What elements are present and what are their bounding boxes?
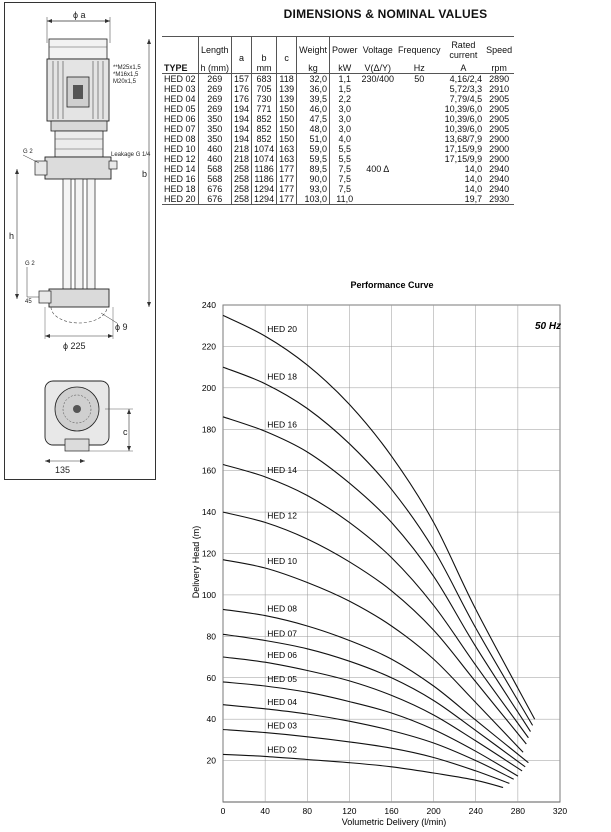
unit-kw: kW xyxy=(329,63,359,74)
stage-tube-center xyxy=(75,179,83,289)
cell-speed: 2900 xyxy=(489,154,510,164)
cell-speed: 2905 xyxy=(489,94,510,104)
cell-current: 14,0 xyxy=(464,184,483,194)
cell-c: 177 xyxy=(277,174,297,184)
cell-c: 139 xyxy=(277,94,297,104)
col-c: c xyxy=(277,37,297,64)
foot-circle xyxy=(51,307,107,323)
cell-weight: 47,5 xyxy=(297,114,330,124)
col-rated-line1: Rated xyxy=(451,40,476,50)
cell-power: 2,2 xyxy=(329,94,359,104)
y-tick-label: 40 xyxy=(206,714,216,725)
cell-h: 676 xyxy=(198,194,232,205)
cell-a: 176 xyxy=(232,94,252,104)
x-axis-label: Volumetric Delivery (l/min) xyxy=(341,817,447,827)
cell-h: 269 xyxy=(198,94,232,104)
cell-type: HED 16 xyxy=(164,174,196,184)
cell-weight: 46,0 xyxy=(297,104,330,114)
cell-c: 150 xyxy=(277,114,297,124)
b-label: b xyxy=(142,169,148,179)
cell-h: 676 xyxy=(198,184,232,194)
cell-h: 350 xyxy=(198,134,232,144)
d135-label: 135 xyxy=(55,465,71,475)
cell-weight: 32,0 xyxy=(297,74,330,85)
y-tick-label: 200 xyxy=(201,382,216,393)
unit-kg: kg xyxy=(297,63,330,74)
curve-label: HED 14 xyxy=(267,464,297,475)
cell-power: 7,5 xyxy=(329,174,359,184)
cell-speed: 2905 xyxy=(489,114,510,124)
cell-type: HED 18 xyxy=(164,184,196,194)
x-tick-label: 200 xyxy=(426,806,441,816)
cell-frequency xyxy=(396,84,443,94)
y-tick-label: 120 xyxy=(201,548,216,559)
leakage-port xyxy=(109,161,117,169)
cell-b: 852 xyxy=(252,124,277,134)
cell-speed: 2930 xyxy=(489,194,510,204)
cell-frequency xyxy=(396,194,443,205)
cell-a: 176 xyxy=(232,84,252,94)
x-tick-label: 280 xyxy=(510,806,525,816)
cell-type: HED 07 xyxy=(164,124,196,134)
cell-power: 7,5 xyxy=(329,184,359,194)
cell-c: 118 xyxy=(277,74,297,85)
curve-label: HED 18 xyxy=(267,371,297,382)
cell-a: 194 xyxy=(232,104,252,114)
col-length: Length xyxy=(198,37,232,64)
cell-power: 3,0 xyxy=(329,124,359,134)
cell-current: 17,15/9,9 xyxy=(444,154,483,164)
cell-frequency xyxy=(396,144,443,154)
cell-c: 139 xyxy=(277,84,297,94)
cell-c: 177 xyxy=(277,194,297,205)
col-a: a xyxy=(232,37,252,64)
unit-mm: mm xyxy=(252,63,277,74)
cell-speed: 2940 xyxy=(489,184,510,194)
cell-speed: 2905 xyxy=(489,104,510,114)
chart-title: Performance Curve xyxy=(350,280,434,290)
y-axis-label: Delivery Head (m) xyxy=(191,525,201,599)
cell-voltage xyxy=(359,114,396,124)
cell-frequency xyxy=(396,154,443,164)
pump-base xyxy=(49,289,109,307)
table-row xyxy=(162,104,514,114)
table-row xyxy=(162,124,514,134)
y-tick-label: 100 xyxy=(201,589,216,600)
col-weight: Weight xyxy=(297,37,330,64)
chart-ticks xyxy=(202,300,568,816)
cell-current: 4,16/2,4 xyxy=(449,74,483,84)
cell-speed: 2940 xyxy=(489,164,510,174)
cable-gland-2: *M16x1,5 xyxy=(113,72,139,78)
x-tick-label: 240 xyxy=(468,806,483,816)
cell-frequency xyxy=(396,104,443,114)
cell-power: 1,5 xyxy=(329,84,359,94)
col-voltage: Voltage xyxy=(359,37,396,64)
cell-h: 269 xyxy=(198,104,232,114)
cell-a: 258 xyxy=(232,174,252,184)
curve-label: HED 02 xyxy=(267,744,297,755)
cell-current: 14,0 xyxy=(464,164,483,174)
phi225-label: ϕ 225 xyxy=(63,341,86,351)
cell-b: 1074 xyxy=(252,154,277,164)
cell-current: 10,39/6,0 xyxy=(444,114,483,124)
curve-label: HED 07 xyxy=(267,628,297,639)
cell-current: 10,39/6,0 xyxy=(444,104,483,114)
cell-h: 568 xyxy=(198,174,232,184)
cell-frequency xyxy=(396,114,443,124)
col-type: TYPE xyxy=(162,63,198,74)
unit-amp: A xyxy=(443,63,485,74)
spec-table xyxy=(162,36,514,205)
cell-c: 177 xyxy=(277,184,297,194)
cell-frequency xyxy=(396,184,443,194)
col-speed: Speed xyxy=(484,37,514,64)
lantern xyxy=(55,131,103,157)
g2-bottom-label: G 2 xyxy=(25,261,35,267)
pump-head xyxy=(45,157,111,179)
cell-a: 194 xyxy=(232,124,252,134)
cell-a: 258 xyxy=(232,194,252,205)
cell-c: 163 xyxy=(277,144,297,154)
cell-voltage xyxy=(359,94,396,104)
table-row xyxy=(162,74,514,85)
cell-a: 194 xyxy=(232,114,252,124)
cell-type: HED 04 xyxy=(164,94,196,104)
y-tick-label: 220 xyxy=(201,341,216,352)
cell-power: 5,5 xyxy=(329,154,359,164)
cell-a: 218 xyxy=(232,154,252,164)
x-tick-label: 120 xyxy=(342,806,357,816)
cell-frequency xyxy=(396,164,443,174)
unit-volt: V(Δ/Y) xyxy=(359,63,396,74)
cell-speed: 2940 xyxy=(489,174,510,184)
x-tick-label: 40 xyxy=(260,806,270,816)
cell-c: 150 xyxy=(277,134,297,144)
cell-current: 10,39/6,0 xyxy=(444,124,483,134)
y-tick-label: 140 xyxy=(201,507,216,518)
curve-label: HED 06 xyxy=(267,650,297,661)
cell-voltage xyxy=(359,174,396,184)
unit-rpm: rpm xyxy=(484,63,514,74)
table-row xyxy=(162,194,514,205)
curve-label: HED 03 xyxy=(267,720,297,731)
cell-voltage xyxy=(359,154,396,164)
table-row xyxy=(162,144,514,154)
cell-voltage xyxy=(359,194,396,205)
cell-frequency xyxy=(396,94,443,104)
table-row xyxy=(162,164,514,174)
cell-type: HED 03 xyxy=(164,84,196,94)
cell-voltage: 230/400 xyxy=(361,74,395,84)
y-tick-label: 180 xyxy=(201,424,216,435)
cell-voltage: 400 Δ xyxy=(366,164,390,174)
cell-voltage xyxy=(359,134,396,144)
cell-frequency xyxy=(396,134,443,144)
top-view-port xyxy=(65,439,89,451)
discharge-port xyxy=(35,161,47,175)
cell-b: 705 xyxy=(252,84,277,94)
phi9-label: ϕ 9 xyxy=(115,322,128,332)
y-tick-label: 20 xyxy=(206,755,216,766)
cell-c: 163 xyxy=(277,154,297,164)
cell-c: 177 xyxy=(277,164,297,174)
cell-power: 7,5 xyxy=(329,164,359,174)
cell-h: 350 xyxy=(198,124,232,134)
cell-type: HED 14 xyxy=(164,164,196,174)
table-row xyxy=(162,154,514,164)
cell-speed: 2910 xyxy=(489,84,510,94)
cell-speed: 2905 xyxy=(489,124,510,134)
cell-weight: 89,5 xyxy=(297,164,330,174)
cell-power: 1,1 xyxy=(329,74,359,85)
cell-b: 771 xyxy=(252,104,277,114)
suction-port xyxy=(39,291,51,303)
cell-h: 269 xyxy=(198,84,232,94)
h-label: h xyxy=(9,231,15,241)
table-row xyxy=(162,184,514,194)
cell-b: 683 xyxy=(252,74,277,85)
spec-table-body xyxy=(162,74,514,205)
cell-current: 13,68/7,9 xyxy=(444,134,483,144)
cell-type: HED 12 xyxy=(164,154,196,164)
col-power: Power xyxy=(329,37,359,64)
cell-b: 1186 xyxy=(252,174,277,184)
cell-weight: 93,0 xyxy=(297,184,330,194)
cell-power: 3,0 xyxy=(329,114,359,124)
cell-current: 5,72/3,3 xyxy=(449,84,483,94)
cell-type: HED 10 xyxy=(164,144,196,154)
cell-voltage xyxy=(359,144,396,154)
cell-weight: 59,0 xyxy=(297,144,330,154)
stage-tube-left xyxy=(63,179,71,289)
curve-label: HED 12 xyxy=(267,510,297,521)
cell-h: 460 xyxy=(198,144,232,154)
cell-b: 1294 xyxy=(252,194,277,205)
pump-drawing-svg xyxy=(5,3,157,481)
cell-weight: 90,0 xyxy=(297,174,330,184)
cell-speed: 2900 xyxy=(489,134,510,144)
cell-weight: 51,0 xyxy=(297,134,330,144)
cell-h: 269 xyxy=(198,74,232,85)
cell-type: HED 08 xyxy=(164,134,196,144)
motor-flange xyxy=(51,121,107,131)
x-tick-label: 0 xyxy=(220,806,226,816)
curve-label: HED 05 xyxy=(267,674,297,685)
chart-curves xyxy=(223,315,535,787)
cell-type: HED 06 xyxy=(164,114,196,124)
cell-weight: 36,0 xyxy=(297,84,330,94)
cell-type: HED 02 xyxy=(164,74,196,84)
cell-voltage xyxy=(359,184,396,194)
table-row xyxy=(162,94,514,104)
cell-a: 258 xyxy=(232,184,252,194)
phi-a-label: ϕ a xyxy=(73,10,86,20)
cell-a: 218 xyxy=(232,144,252,154)
cell-frequency: 50 xyxy=(414,74,425,84)
table-row xyxy=(162,84,514,94)
cell-frequency xyxy=(396,124,443,134)
cell-voltage xyxy=(359,124,396,134)
cell-h: 350 xyxy=(198,114,232,124)
cell-current: 19,7 xyxy=(464,194,483,204)
curve-label: HED 10 xyxy=(267,555,297,566)
cell-a: 157 xyxy=(232,74,252,85)
d45-label: 45 xyxy=(25,299,32,305)
cable-gland-3: M20x1,5 xyxy=(113,79,137,85)
curve-label: HED 20 xyxy=(267,324,297,335)
cell-b: 1294 xyxy=(252,184,277,194)
cell-power: 5,5 xyxy=(329,144,359,154)
cell-frequency xyxy=(396,174,443,184)
cell-b: 730 xyxy=(252,94,277,104)
unit-hz: Hz xyxy=(396,63,443,74)
col-rated-line2: current xyxy=(449,50,478,60)
x-tick-label: 160 xyxy=(384,806,399,816)
cell-voltage xyxy=(359,104,396,114)
cell-weight: 39,5 xyxy=(297,94,330,104)
cell-voltage xyxy=(359,84,396,94)
cell-b: 1186 xyxy=(252,164,277,174)
frequency-annotation: 50 Hz xyxy=(535,321,562,332)
col-rated xyxy=(443,37,485,64)
fan-cover xyxy=(49,39,107,59)
leakage-label: Leakage G 1/4 xyxy=(111,152,151,158)
pump-dimension-drawing xyxy=(4,2,156,480)
cell-current: 7,79/4,5 xyxy=(449,94,483,104)
col-b: b xyxy=(252,37,277,64)
cell-b: 852 xyxy=(252,134,277,144)
curve-label: HED 08 xyxy=(267,603,297,614)
cell-speed: 2890 xyxy=(489,74,510,84)
cell-speed: 2900 xyxy=(489,144,510,154)
x-tick-label: 320 xyxy=(552,806,568,816)
cable-gland-1: **M25x1,5 xyxy=(113,65,141,71)
performance-chart xyxy=(185,277,605,832)
table-row xyxy=(162,114,514,124)
curve-label: HED 16 xyxy=(267,419,297,430)
performance-chart-svg xyxy=(185,277,605,827)
cell-weight: 59,5 xyxy=(297,154,330,164)
cell-weight: 103,0 xyxy=(297,194,330,205)
stage-tube-right xyxy=(87,179,95,289)
y-tick-label: 240 xyxy=(201,300,216,310)
table-row xyxy=(162,174,514,184)
col-frequency: Frequency xyxy=(396,37,443,64)
y-tick-label: 60 xyxy=(206,672,216,683)
cell-type: HED 20 xyxy=(164,194,196,204)
unit-h: h (mm) xyxy=(198,63,232,74)
cell-power: 4,0 xyxy=(329,134,359,144)
cell-c: 150 xyxy=(277,124,297,134)
cell-b: 1074 xyxy=(252,144,277,154)
cell-c: 150 xyxy=(277,104,297,114)
curve-label: HED 04 xyxy=(267,696,297,707)
c-label: c xyxy=(123,427,128,437)
spec-title: DIMENSIONS & NOMINAL VALUES xyxy=(283,7,488,21)
g2-top-label: G 2 xyxy=(23,149,33,155)
y-tick-label: 80 xyxy=(206,631,216,642)
cell-a: 258 xyxy=(232,164,252,174)
cell-type: HED 05 xyxy=(164,104,196,114)
y-tick-label: 160 xyxy=(201,465,216,476)
cell-power: 3,0 xyxy=(329,104,359,114)
cell-b: 852 xyxy=(252,114,277,124)
cell-a: 194 xyxy=(232,134,252,144)
table-row xyxy=(162,134,514,144)
cell-current: 14,0 xyxy=(464,174,483,184)
cell-power: 11,0 xyxy=(329,194,359,205)
cell-weight: 48,0 xyxy=(297,124,330,134)
cell-h: 568 xyxy=(198,164,232,174)
cell-h: 460 xyxy=(198,154,232,164)
x-tick-label: 80 xyxy=(302,806,312,816)
cell-current: 17,15/9,9 xyxy=(444,144,483,154)
